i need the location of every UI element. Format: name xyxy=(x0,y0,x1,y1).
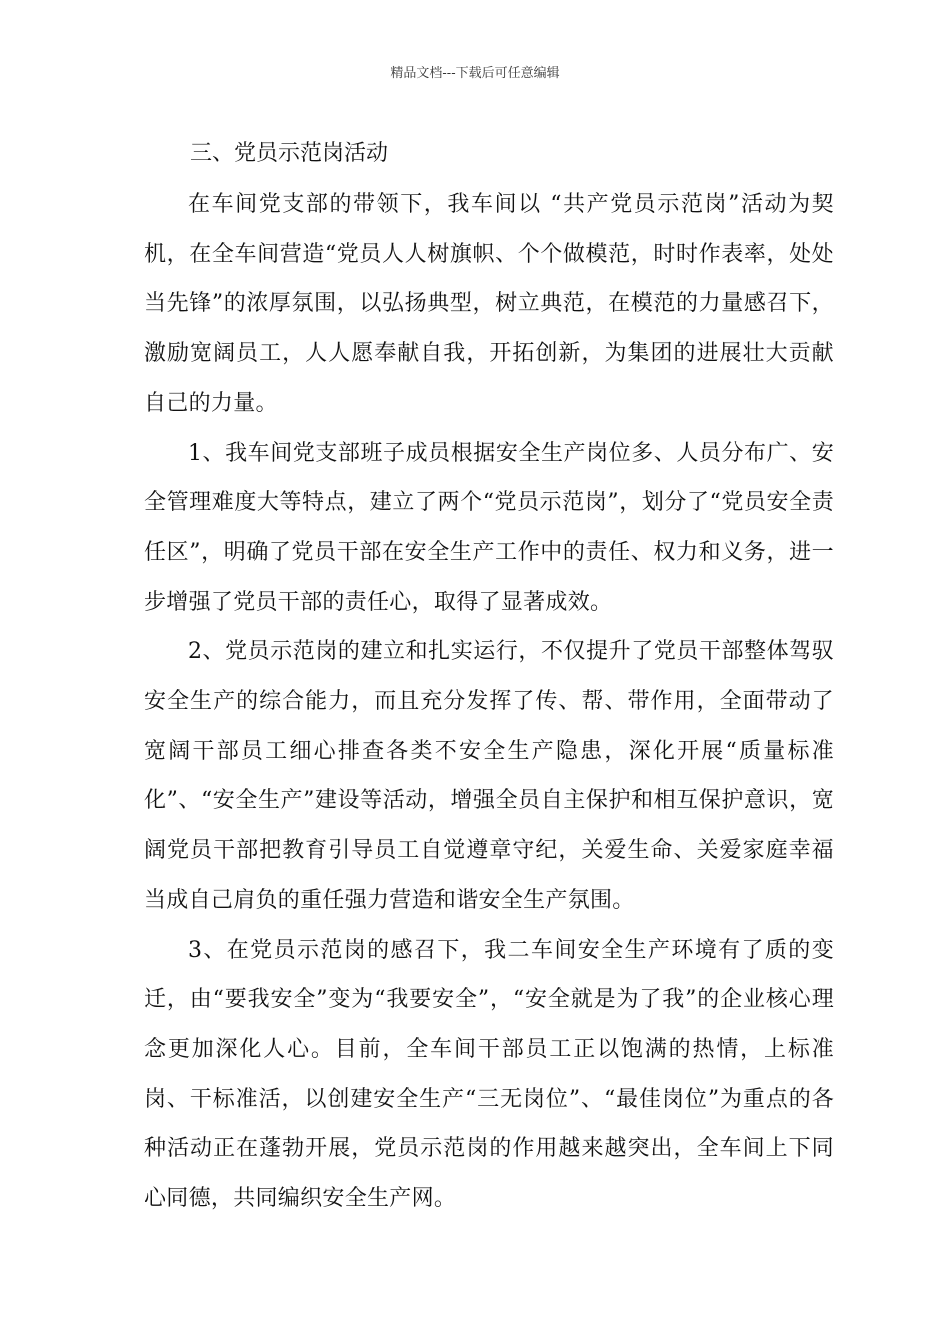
paragraph-item-1: 1、我车间党支部班子成员根据安全生产岗位多、人员分布广、安全管理难度大等特点，建立了两个“党员示范岗”，划分了“党员安全责任区”，明确了党员干部在安全生产工作中的责任、权力和义务，进一步增强了党员干部的责任心，取得了显著成效。 xyxy=(144,440,834,615)
paragraph-intro: 在车间党支部的带领下，我车间以 “共产党员示范岗”活动为契机，在全车间营造“党员人人树旗帜、个个做模范，时时作表率，处处当先锋”的浓厚氛围，以弘扬典型，树立典范，在模范的力量感召下，激励宽阔员工，人人愿奉献自我，开拓创新，为集团的进展壮大贡献自己的力量。 xyxy=(144,192,834,416)
document-body xyxy=(144,180,834,1224)
section-title: 三、党员示范岗活动 xyxy=(190,141,389,166)
paragraph-item-3: 3、在党员示范岗的感召下，我二车间安全生产环境有了质的变迁，由“要我安全”变为“我要安全”，“安全就是为了我”的企业核心理念更加深化人心。目前，全车间干部员工正以饱满的热情，上标准岗、干标准活，以创建安全生产“三无岗位”、“最佳岗位”为重点的各种活动正在蓬勃开展，党员示范岗的作用越来越突出，全车间上下同心同德，共同编织安全生产网。 xyxy=(144,937,834,1212)
paragraph-item-2: 2、党员示范岗的建立和扎实运行，不仅提升了党员干部整体驾驭安全生产的综合能力，而且充分发挥了传、帮、带作用，全面带动了宽阔干部员工细心排查各类不安全生产隐患，深化开展“质量标准化”、“安全生产”建设等活动，增强全员自主保护和相互保护意识，宽阔党员干部把教育引导员工自觉遵章守纪，关爱生命、关爱家庭幸福当成自己肩负的重任强力营造和谐安全生产氛围。 xyxy=(144,639,834,913)
page-header: 精品文档---下载后可任意编辑 xyxy=(390,66,560,81)
